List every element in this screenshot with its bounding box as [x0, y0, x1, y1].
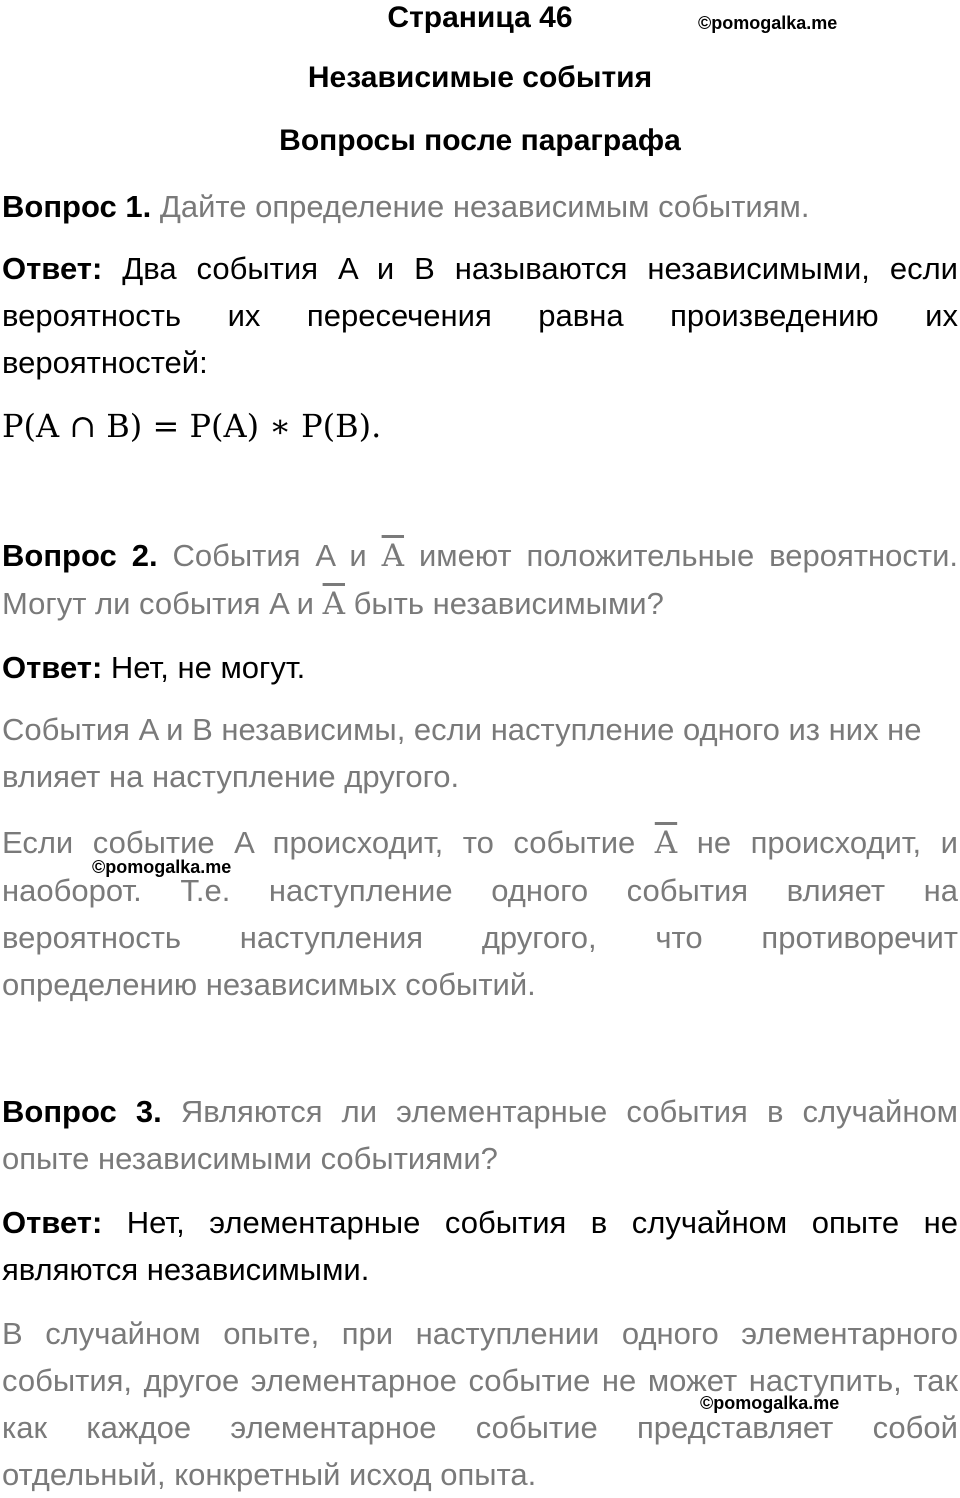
watermark-middle: ©pomogalka.me	[92, 857, 232, 877]
question-2-text-3: быть независимыми?	[345, 586, 664, 621]
section-heading: Вопросы после параграфа	[279, 124, 681, 157]
question-2-text-1: События A и	[157, 538, 382, 573]
explanation-3: В случайном опыте, при наступлении одного элементарного события, другое элементарное событие не может наступить, так как каждое элементарное событие представляет собой отдельный, конкретный исход опыта.	[2, 1316, 958, 1492]
question-3-text: Являются ли элементарные события в случайном опыте независимыми событиями?	[2, 1094, 958, 1176]
question-3-label: Вопрос 3.	[2, 1094, 162, 1129]
question-2	[2, 532, 958, 628]
watermark-bottom: ©pomogalka.me	[700, 1393, 840, 1413]
answer-2	[2, 644, 958, 691]
answer-3	[2, 1199, 958, 1293]
answer-2-label: Ответ:	[2, 650, 103, 685]
answer-3-text: Нет, элементарные события в случайном опыте не являются независимыми.	[2, 1205, 958, 1287]
question-2-text-2: имеют положительные вероятности. Могут ли события A и	[2, 538, 958, 621]
page-title: Страница 46	[387, 1, 573, 34]
a-complement-symbol: $\overline{A}$	[654, 825, 678, 861]
question-3	[2, 1088, 958, 1182]
answer-3-label: Ответ:	[2, 1205, 103, 1240]
answer-1-text: Два события A и B называются независимыми, если вероятность их пересечения равна произведению их вероятностей:	[2, 251, 958, 380]
answer-1	[2, 245, 958, 386]
explanation-2b-text-1: Если событие A происходит, то событие	[2, 825, 655, 860]
a-complement-symbol: $\overline{A}$	[381, 538, 405, 574]
explanation-2b-text-2: не происходит, и наоборот. Т.е. наступление одного события влияет на вероятность наступления другого, что противоречит определению независимых событий.	[2, 825, 958, 1002]
question-1-text: Дайте определение независимым событиям.	[151, 189, 810, 224]
answer-2-text: Нет, не могут.	[102, 650, 306, 685]
question-1-label: Вопрос 1.	[2, 189, 152, 224]
question-2-label: Вопрос 2.	[2, 538, 158, 573]
question-1	[2, 183, 958, 230]
a-complement-symbol: $\overline{A}$	[322, 586, 345, 622]
topic-heading: Независимые события	[307, 61, 653, 94]
explanation-2a: События A и B независимы, если наступление одного из них не влияет на наступление другого.	[2, 712, 922, 794]
answer-1-label: Ответ:	[2, 251, 103, 286]
watermark-top: ©pomogalka.me	[698, 13, 838, 33]
independence-formula: P(A ∩ B) = P(A) ∗ P(B).	[2, 407, 382, 445]
explanation-2b	[2, 819, 958, 1008]
